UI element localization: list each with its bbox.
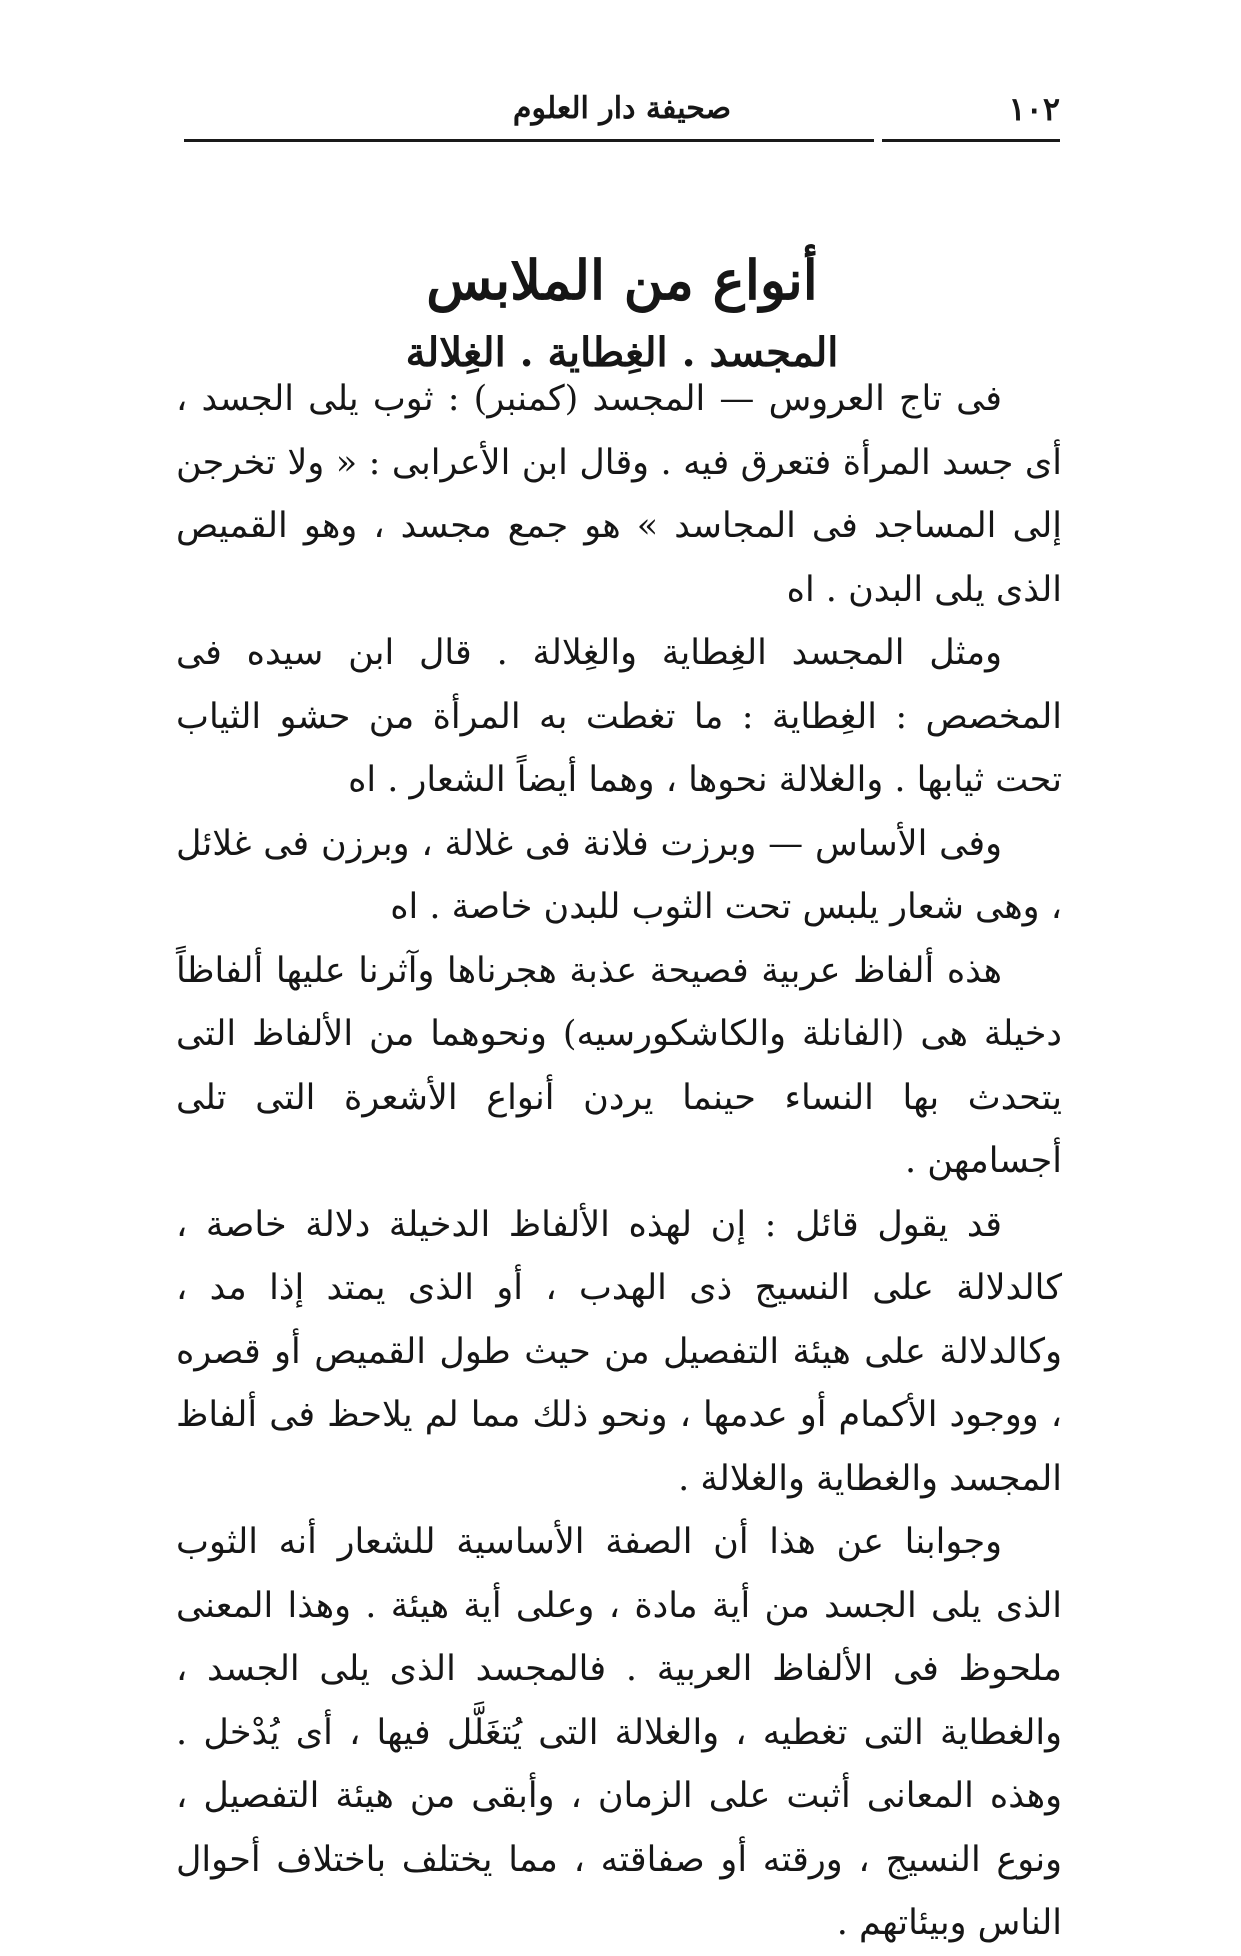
article-body xyxy=(176,368,1062,1956)
paragraph-taj-al-arus: فى تاج العروس — المجسد (كمنبر) : ثوب يلى الجسد ، أى جسد المرأة فتعرق فيه . وقال ابن الأعرابى : « ولا تخرجن إلى المساجد فى المجاسد » هو جمع مجسد ، وهو القميص الذى يلى البدن . اه xyxy=(176,379,1062,610)
paragraph-answer: وجوابنا عن هذا أن الصفة الأساسية للشعار أنه الثوب الذى يلى الجسد من أية مادة ، وعلى أية هيئة . وهذا المعنى ملحوظ فى الألفاظ العربية . فالمجسد الذى يلى الجسد ، والغطاية التى تغطيه ، والغلالة التى يُتغَلَّل فيها ، أى يُدْخل . وهذه المعانى أثبت على الزمان ، وأبقى من هيئة التفصيل ، ونوع النسيج ، ورقته أو صفاقته ، مما يختلف باختلاف أحوال الناس وبيئاتهم . xyxy=(176,1522,1062,1943)
article-title: أنواع من الملابس xyxy=(426,248,818,313)
header-rule xyxy=(184,139,1060,142)
paragraph-objection: قد يقول قائل : إن لهذه الألفاظ الدخيلة دلالة خاصة ، كالدلالة على النسيج ذى الهدب ، أو الذى يمتد إذا مد ، وكالدلالة على هيئة التفصيل من حيث طول القميص أو قصره ، ووجود الأكمام أو عدمها ، ونحو ذلك مما لم يلاحظ فى ألفاظ المجسد والغطاية والغلالة . xyxy=(176,1204,1062,1499)
article-subtitle: المجسد . الغِطاية . الغِلالة xyxy=(405,329,839,377)
paragraph-loanwords: هذه ألفاظ عربية فصيحة عذبة هجرناها وآثرنا عليها ألفاظاً دخيلة هى (الفانلة والكاشكورسيه) ونحوهما من الألفاظ التى يتحدث بها النساء حينما يردن أنواع الأشعرة التى تلى أجسامهن . xyxy=(176,950,1062,1181)
journal-name: صحيفة دار العلوم xyxy=(512,91,732,126)
paragraph-al-mukhassas: ومثل المجسد الغِطاية والغِلالة . قال ابن سيده فى المخصص : الغِطاية : ما تغطت به المرأة من حشو الثياب تحت ثيابها . والغلالة نحوها ، وهما أيضاً الشعار . اه xyxy=(176,633,1062,800)
page-number: ١٠٢ xyxy=(1008,90,1060,128)
paragraph-al-asas: وفى الأساس — وبرزت فلانة فى غلالة ، وبرزن فى غلائل ، وهى شعار يلبس تحت الثوب للبدن خاصة . اه xyxy=(176,823,1062,927)
running-head xyxy=(184,84,1060,134)
header-rule-gap xyxy=(874,137,882,144)
